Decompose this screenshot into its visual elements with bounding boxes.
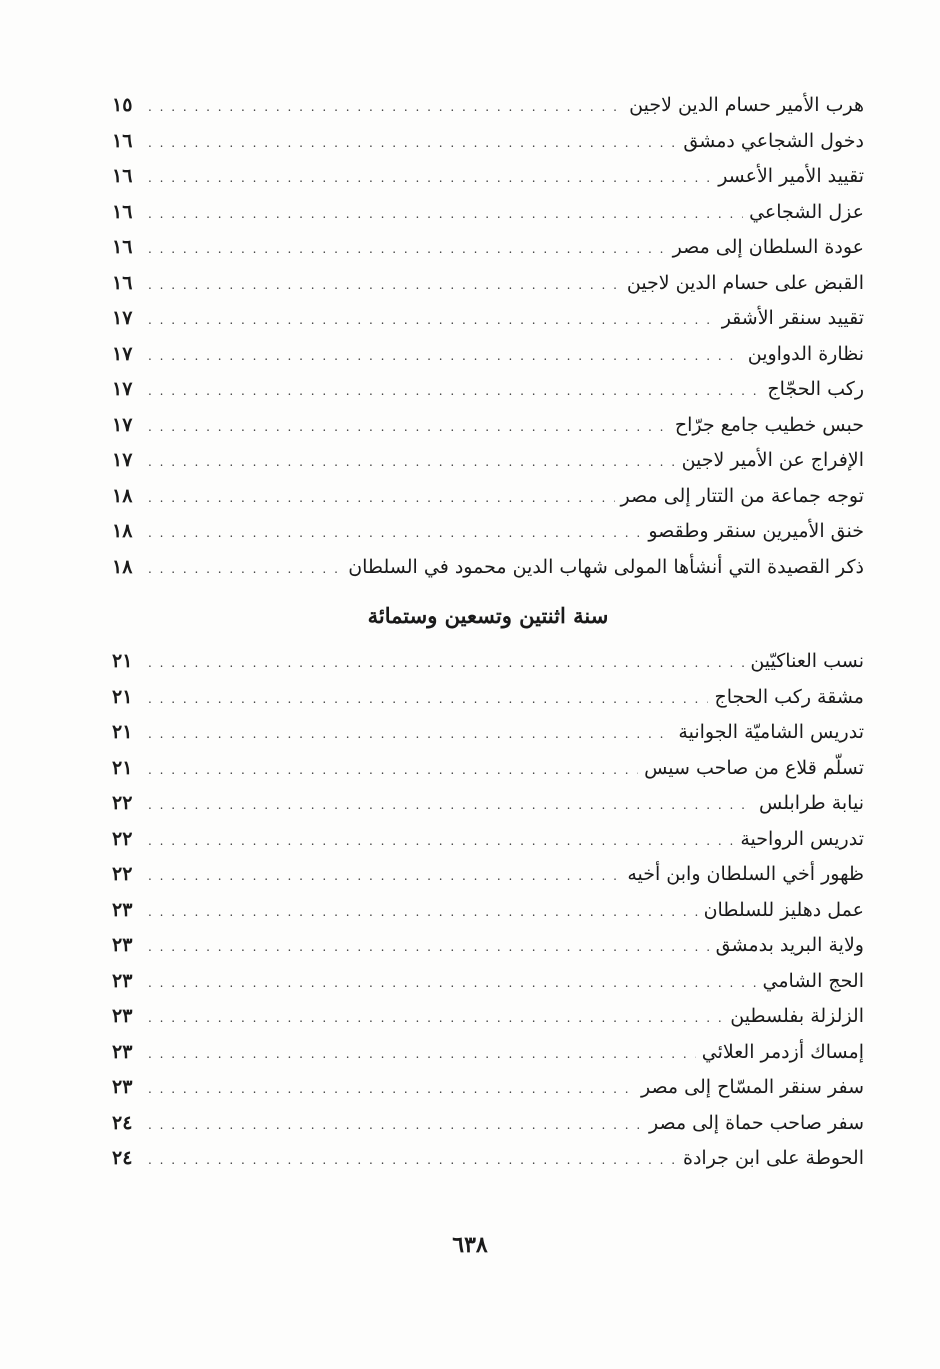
toc-entry: [112, 1035, 864, 1071]
leader-dots: [148, 859, 621, 895]
toc-entry: [112, 195, 864, 231]
leader-dots: [148, 1072, 635, 1108]
toc-entry-title: تسلّم قلاع من صاحب سيس: [644, 756, 864, 779]
toc-entry: [112, 1141, 864, 1177]
toc-entry: [112, 786, 864, 822]
toc-entry-page: ١٨: [112, 555, 133, 578]
leader-dots: [148, 1108, 643, 1144]
page-number: ٦٣٨: [452, 1232, 488, 1258]
leader-dots: [148, 445, 676, 481]
toc-entry-page: ٢١: [112, 650, 133, 672]
toc-entry-page: ٢٢: [112, 792, 133, 814]
toc-entry: [112, 124, 864, 160]
toc-entry: [112, 408, 864, 444]
leader-dots: [148, 646, 744, 682]
toc-entry: [112, 964, 864, 1000]
leader-dots: [148, 930, 710, 966]
leader-dots: [148, 966, 757, 1002]
toc-entry-page: ١٧: [112, 378, 133, 400]
leader-dots: [148, 126, 677, 162]
toc-entry-page: ٢٣: [112, 1076, 133, 1098]
leader-dots: [148, 682, 708, 718]
toc-entry-page: ٢١: [112, 685, 133, 708]
toc-entry-page: ٢٣: [112, 969, 133, 992]
toc-section-1: [112, 88, 864, 585]
leader-dots: [148, 303, 716, 339]
toc-entry: [112, 443, 864, 479]
toc-entry-title: ذكر القصيدة التي أنشأها المولى شهاب الدين محمود في السلطان: [348, 555, 864, 578]
toc-entry: [112, 372, 864, 408]
toc-entry: [112, 822, 864, 858]
toc-entry: [112, 266, 864, 302]
leader-dots: [148, 1143, 677, 1179]
toc-entry-title: إمساك أزدمر العلائي: [701, 1040, 864, 1063]
toc-entry-page: ١٧: [112, 413, 133, 436]
toc-entry: [112, 550, 864, 586]
toc-entry-title: عمل دهليز للسلطان: [703, 898, 864, 921]
toc-entry: [112, 159, 864, 195]
toc-entry: [112, 715, 864, 751]
toc-entry-title: هرب الأمير حسام الدين لاجين: [629, 94, 864, 116]
toc-entry-page: ١٦: [112, 165, 133, 187]
section-heading: سنة اثنتين وتسعين وستمائة: [367, 603, 609, 628]
toc-entry-title: سفر صاحب حماة إلى مصر: [648, 1111, 864, 1134]
toc-entry-title: ركب الحجّاج: [767, 378, 864, 400]
toc-entry-title: نسب العناكيّين: [750, 650, 864, 672]
leader-dots: [148, 232, 667, 268]
toc-entry-page: ١٨: [112, 484, 133, 507]
leader-dots: [148, 197, 743, 233]
leader-dots: [148, 481, 615, 517]
toc-entry: [112, 230, 864, 266]
toc-entry-page: ١٦: [112, 271, 133, 294]
leader-dots: [148, 717, 672, 753]
toc-entry: [112, 337, 864, 373]
toc-entry-page: ٢٤: [112, 1147, 133, 1169]
toc-entry-title: عودة السلطان إلى مصر: [672, 236, 864, 258]
leader-dots: [148, 1001, 724, 1037]
toc-entry-page: ٢٤: [112, 1111, 133, 1134]
toc-entry-title: سفر سنقر المسّاح إلى مصر: [640, 1076, 864, 1098]
toc-entry: [112, 514, 864, 550]
toc-entry-page: ٢٣: [112, 1040, 133, 1063]
toc-entry-page: ١٧: [112, 449, 133, 471]
leader-dots: [148, 268, 621, 304]
toc-entry-title: ظهور أخي السلطان وابن أخيه: [627, 863, 864, 885]
toc-entry: [112, 644, 864, 680]
leader-dots: [148, 824, 734, 860]
toc-entry-title: الحوطة على ابن جرادة: [683, 1147, 864, 1169]
leader-dots: [148, 753, 638, 789]
toc-entry-title: تدريس الرواحية: [740, 827, 864, 850]
leader-dots: [148, 1037, 696, 1073]
leader-dots: [148, 90, 623, 126]
toc-entry-title: نظارة الدواوين: [747, 342, 864, 365]
toc-entry-title: الحج الشامي: [762, 969, 864, 992]
toc-entry-page: ١٦: [112, 200, 133, 223]
toc-entry-page: ٢٢: [112, 827, 133, 850]
toc-entry-page: ٢٣: [112, 898, 133, 921]
toc-entry-page: ٢٣: [112, 1005, 133, 1027]
toc-entry-page: ١٧: [112, 307, 133, 329]
leader-dots: [148, 552, 342, 588]
toc-entry-title: تقييد الأمير الأعسر: [718, 165, 864, 187]
toc-entry: [112, 301, 864, 337]
toc-entry-page: ٢٣: [112, 934, 133, 956]
toc-entry-page: ١٧: [112, 342, 133, 365]
toc-entry: [112, 857, 864, 893]
toc-entry-page: ١٦: [112, 236, 133, 258]
leader-dots: [148, 161, 712, 197]
toc-entry-page: ١٨: [112, 520, 133, 542]
toc-entry: [112, 1106, 864, 1142]
toc-entry: [112, 999, 864, 1035]
toc-entry: [112, 893, 864, 929]
toc-entry-title: تدريس الشاميّة الجوانية: [678, 721, 864, 743]
toc-entry-title: القبض على حسام الدين لاجين: [626, 271, 864, 294]
leader-dots: [148, 339, 742, 375]
toc-entry-page: ١٦: [112, 129, 133, 152]
toc-entry-title: دخول الشجاعي دمشق: [683, 129, 864, 152]
toc-entry-title: ولاية البريد بدمشق: [715, 934, 864, 956]
toc-entry: [112, 928, 864, 964]
toc-entry-title: عزل الشجاعي: [749, 200, 864, 223]
leader-dots: [148, 895, 698, 931]
toc-entry: [112, 1070, 864, 1106]
leader-dots: [148, 374, 761, 410]
toc-entry-title: الإفراج عن الأمير لاجين: [681, 449, 864, 471]
toc-entry-page: ٢١: [112, 756, 133, 779]
toc-entry: [112, 751, 864, 787]
toc-entry-title: توجه جماعة من التتار إلى مصر: [620, 484, 864, 507]
toc-entry-title: نيابة طرابلس: [758, 792, 864, 814]
toc-entry: [112, 680, 864, 716]
toc-entry-title: حبس خطيب جامع جرّاح: [674, 413, 864, 436]
toc-entry-page: ١٥: [112, 94, 133, 116]
leader-dots: [148, 410, 669, 446]
toc-entry: [112, 88, 864, 124]
toc-entry-title: الزلزلة بفلسطين: [730, 1005, 864, 1027]
toc-entry-title: مشقة ركب الحجاج: [714, 685, 864, 708]
toc-entry-page: ٢٢: [112, 863, 133, 885]
leader-dots: [148, 516, 642, 552]
toc-entry-title: خنق الأميرين سنقر وطقصو: [648, 520, 864, 542]
toc-entry-page: ٢١: [112, 721, 133, 743]
toc-section-2: [112, 644, 864, 1177]
toc-entry-title: تقييد سنقر الأشقر: [721, 307, 864, 329]
toc-entry: [112, 479, 864, 515]
leader-dots: [148, 788, 753, 824]
